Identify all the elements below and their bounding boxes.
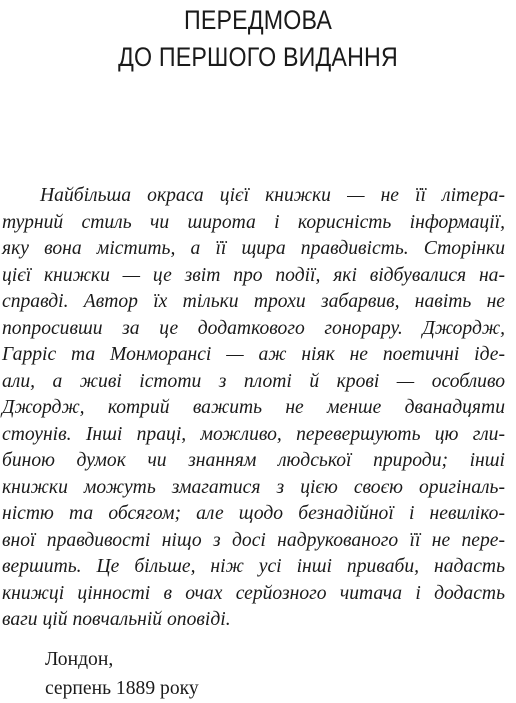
paragraph-line: Гарріс та Монморансі — аж ніяк не поетичні іде- xyxy=(2,344,505,365)
signature-place: Лондон, xyxy=(45,649,114,670)
preface-paragraph xyxy=(2,183,505,634)
paragraph-line: вершить. Це більше, ніж усі інші приваби, надасть xyxy=(2,556,505,577)
paragraph-line: али, а живі істоти з плоті й крові — особливо xyxy=(2,370,505,392)
title-line-1: ПЕРЕДМОВА xyxy=(183,5,333,35)
signature-date: серпень 1889 року xyxy=(45,678,199,699)
paragraph-line: вної правдивості ніщо з досі надрукованого її не пере- xyxy=(2,529,505,551)
paragraph-line: стоунів. Інші праці, можливо, перевершують цю гли- xyxy=(2,423,505,445)
paragraph-line: книжці цінності в очах серйозного читача і додасть xyxy=(2,582,505,604)
page-title xyxy=(36,2,480,76)
paragraph-line: ваги цій повчальній оповіді. xyxy=(2,609,231,630)
paragraph-line: Найбільша окраса цієї книжки — не її літера- xyxy=(40,185,505,206)
title-line-2: ДО ПЕРШОГО ВИДАННЯ xyxy=(118,42,398,72)
paragraph-line: книжки можуть змагатися з цією своєю оригіналь- xyxy=(2,476,505,498)
signature-block xyxy=(45,645,199,703)
paragraph-line: попросивши за це додаткового гонорару. Джордж, xyxy=(2,317,505,339)
paragraph-line: яку вона містить, а її щира правдивість. Сторінки xyxy=(2,238,505,259)
paragraph-line: Джордж, котрий важить не менше дванадцяти xyxy=(2,397,505,418)
paragraph-line: цієї книжки — це звіт про події, які відбувалися на- xyxy=(2,264,505,286)
paragraph-line: справді. Автор їх тільки трохи забарвив, навіть не xyxy=(2,291,505,312)
paragraph-line: ністю та обсягом; але щодо безнадійної і невиліко- xyxy=(2,503,505,524)
paragraph-line: турний стиль чи широта і корисність інформації, xyxy=(2,211,505,233)
paragraph-line: биною думок чи знанням людської природи; інші xyxy=(2,450,505,471)
